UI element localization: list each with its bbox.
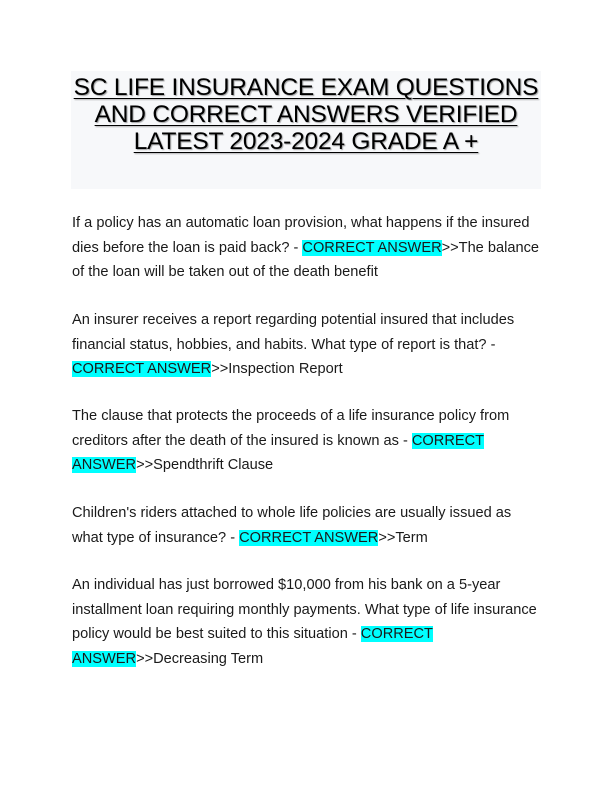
answer-text: >>Inspection Report [211,361,343,377]
correct-answer-label: CORRECT ANSWER [72,432,485,473]
correct-answer-label: CORRECT ANSWER [239,529,379,546]
question-text: If a policy has an automatic loan provision, what happens if the insured dies before the loan is paid back? - [72,215,530,256]
question-text: The clause that protects the proceeds of a life insurance policy from creditors after the death of the insured is known as - [72,408,510,449]
title-line-3: LATEST 2023-2024 GRADE A + [133,128,479,155]
question-text: An insurer receives a report regarding potential insured that includes financial status, hobbies, and habits. What type of report is that? - [72,312,515,353]
title-line-1: SC LIFE INSURANCE EXAM QUESTIONS [73,74,539,101]
qa-item-2 [72,308,542,382]
answer-text: >>Term [378,529,428,546]
qa-item-3 [72,404,542,478]
correct-answer-label: CORRECT ANSWER [302,239,442,256]
answer-text: >>Decreasing Term [136,650,264,667]
correct-answer-label: CORRECT ANSWER [72,361,212,377]
title-box [71,71,541,189]
correct-answer-label: CORRECT ANSWER [72,626,433,667]
title-line-2: AND CORRECT ANSWERS VERIFIED [94,101,518,128]
answer-text: >>The balance of the loan will be taken out of the death benefit [72,239,539,280]
qa-item-5 [72,573,542,671]
qa-item-4 [72,501,542,550]
answer-text: >>Spendthrift Clause [136,457,274,473]
question-text: Children's riders attached to whole life policies are usually issued as what type of insurance? - [72,505,512,546]
document-title [71,71,541,155]
qa-item-1 [72,211,542,285]
question-text: An individual has just borrowed $10,000 from his bank on a 5-year installment loan requiring monthly payments. What type of life insurance policy would be best suited to this situation - [72,577,537,642]
